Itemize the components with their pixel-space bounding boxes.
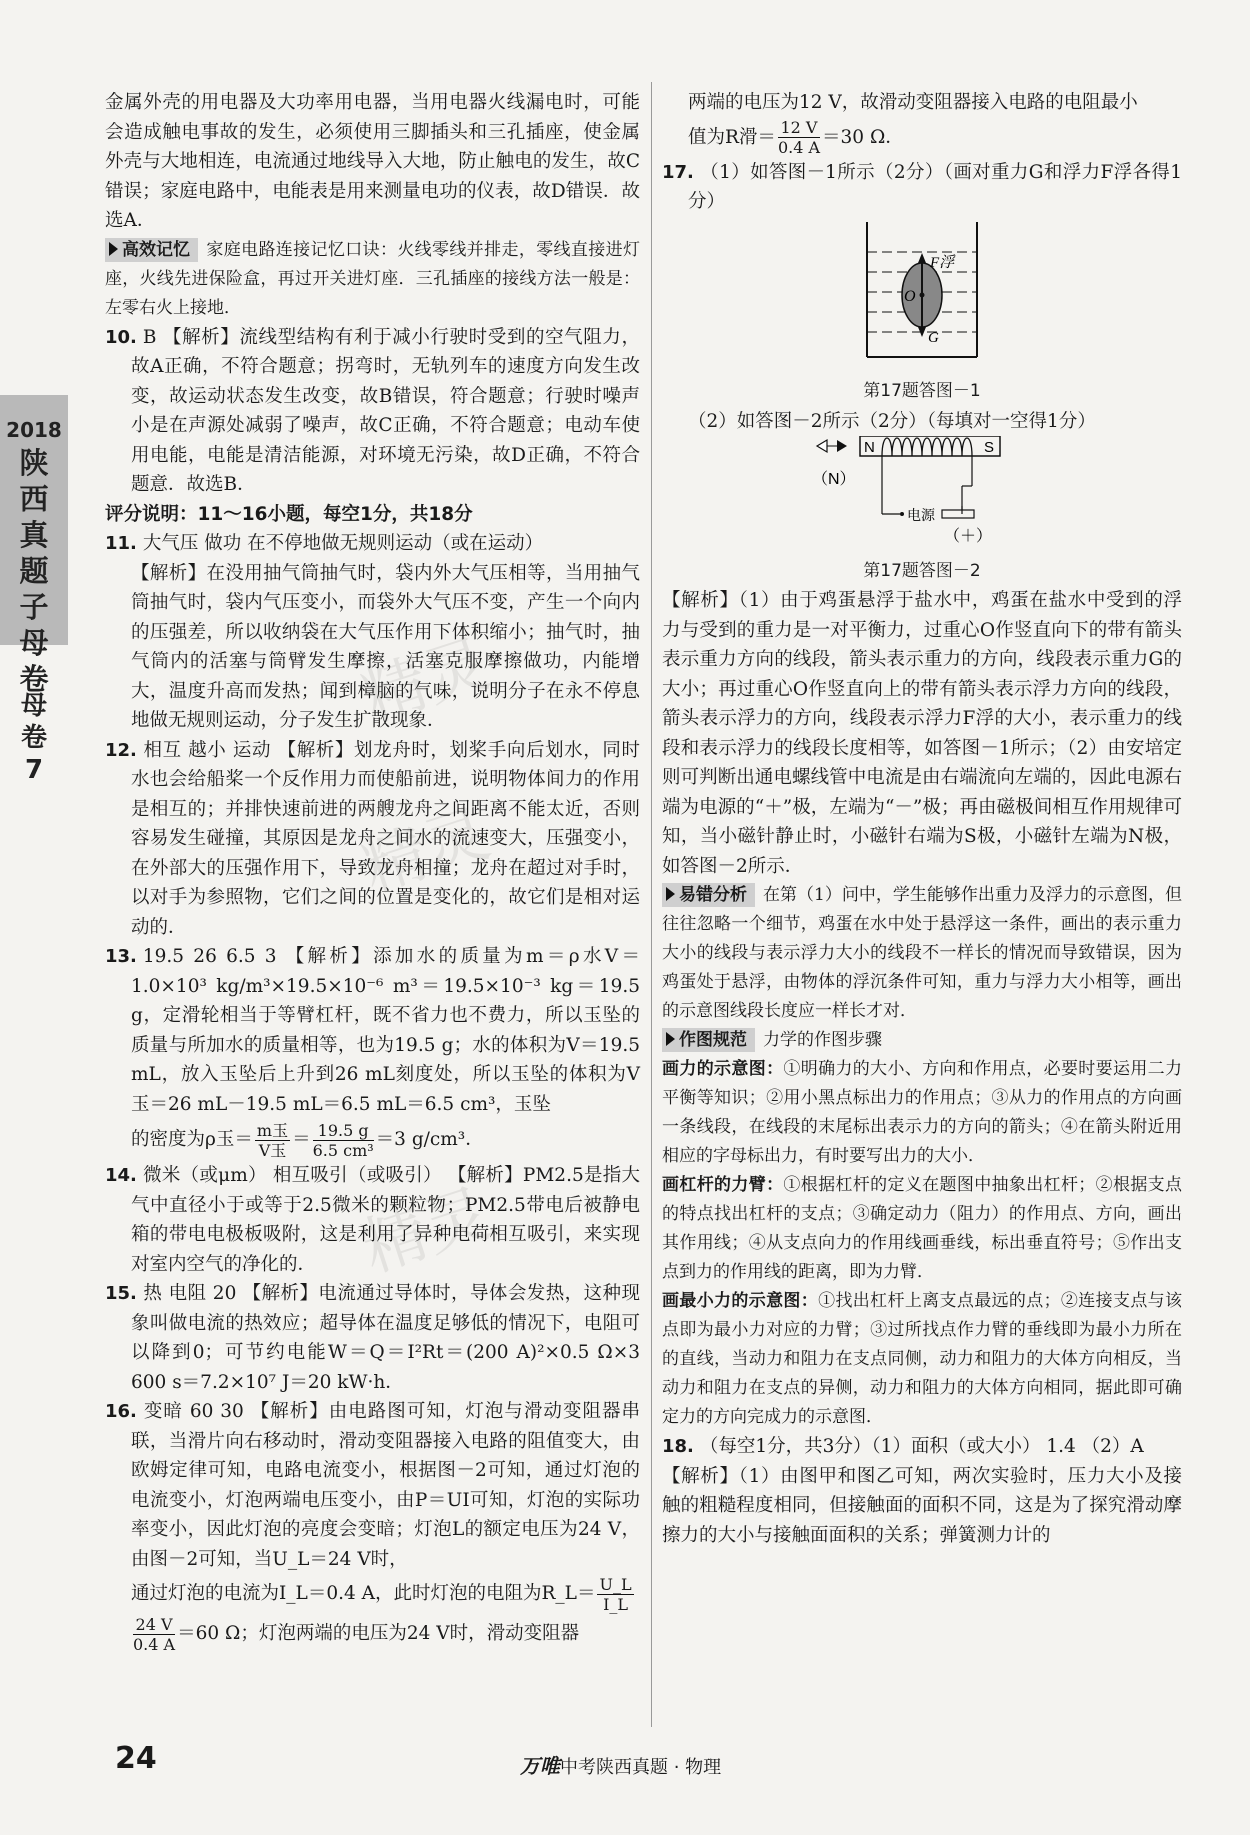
brand-logo: 万唯 [520,1754,560,1778]
triangle-icon [109,242,118,256]
watermark: 精灵 [353,1176,499,1287]
question-17-part2: （2）如答图－2所示（2分）（每填对一空得1分） [688,410,1096,432]
buoyancy-label: F浮 [930,254,955,271]
gravity-label: G [928,329,939,346]
triangle-icon [666,1032,675,1046]
solenoid-s-label: S [984,439,995,456]
intro-paragraph: 金属外壳的用电器及大功率用电器，当用电器火线漏电时，可能会造成触电事故的发生，必须使用三脚插头和三孔插座，使金属外壳与大地相连，电流通过地线导入大地，防止触电的发生，故C错误；家庭电路中，电能表是用来测量电功的仪表，故D错误．故选A． [105,92,640,231]
force-diagram-steps: 画力的示意图：①明确力的大小、方向和作用点，必要时要运用二力平衡等知识；②用小黑点标出力的作用点；③从力的作用点的方向画一条线段，在线段的末尾标出表示力的方向的箭头；④在箭头附近用相应的字母标出力，有时要写出力的大小． [662,1059,1183,1166]
left-column [105,88,640,1654]
fraction: $\frac{19.5 g}{\text{6.5 cm³}}$ [312,1120,374,1160]
solenoid-diagram [812,436,1032,546]
question-16-resistance: 通过灯泡的电流为I_L＝0.4 A，此时灯泡的电阻为R_L＝ $\frac{U\_L}{I\_L}$ [131,1574,632,1614]
memory-badge: 高效记忆 [105,238,198,262]
mistake-badge: 易错分析 [662,883,755,907]
fraction: $\frac{24 V}{0.4 A}$ [133,1614,176,1654]
watermark: 精灵 [353,626,499,737]
question-14: 14. 微米（或μm） 相互吸引（或吸引） 【解析】PM2.5是指大气中直径小于或等于2.5微米的颗粒物；PM2.5带电后被静电箱的带电电极板吸附，这是利用了异种电荷相互吸引，来实现对室内空气的净化的． [105,1165,640,1275]
fraction: $\frac{U\_L}{I\_L}$ [599,1574,632,1614]
right-column [662,88,1182,1550]
column-divider [651,82,652,1727]
mistake-note: 易错分析 在第（1）问中，学生能够作出重力及浮力的示意图，但往往忽略一个细节，鸡蛋在水中处于悬浮这一条件，画出的表示重力大小的线段与表示浮力大小的线段不一样长的情况而导致错误，因为鸡蛋处于悬浮，由物体的浮沉条件可知，重力与浮力大小相等，画出的示意图线段长度应一样长才对． [662,885,1182,1021]
question-16: 16. 变暗 60 30 【解析】由电路图可知，灯泡与滑动变阻器串联，当滑片向右移动时，滑动变阻器接入电路的阻值变大，由欧姆定律可知，电路电流变小，根据图－2可知，通过灯泡的电流变小，灯泡两端电压变小，由P＝UI可知，灯泡的实际功率变小，因此灯泡的亮度会变暗；灯泡L的额定电压为24 V，由图－2可知，当U_L＝24 V时， [105,1401,640,1570]
sidebar-subtitle: 母卷7 [20,691,47,785]
question-11-analysis: 【解析】在没用抽气筒抽气时，袋内外大气压相等，当用抽气筒抽气时，袋内气压变小，而袋外大气压不变，产生一个向内的压强差，所以收纳袋在大气压作用下体积缩小；抽气时，抽气筒内的活塞与筒臂发生摩擦，活塞克服摩擦做功，内能增大，温度升高而发热；闻到樟脑的气味，说明分子在永不停息地做无规则运动，分子发生扩散现象． [131,562,640,731]
scoring-note: 评分说明：11～16小题，每空1分，共18分 [105,503,473,525]
memory-note: 高效记忆 家庭电路连接记忆口诀：火线零线并排走，零线直接进灯座，火线先进保险盒，再过开关进灯座．三孔插座的接线方法一般是：左零右火上接地． [105,239,640,318]
figure-17-1 [662,217,1182,407]
sidebar-year: 2018 [6,418,62,442]
question-17-analysis: 【解析】（1）由于鸡蛋悬浮于盐水中，鸡蛋在盐水中受到的浮力与受到的重力是一对平衡力，过重心O作竖直向下的带有箭头表示重力方向的线段，箭头表示重力的方向，线段表示重力G的大小；再过重心O作竖直向上的带有箭头表示浮力方向的线段，箭头表示浮力的方向，线段表示浮力F浮的大小，表示重力的线段和表示浮力的线段长度相等，如答图－1所示；（2）由安培定则可判断出通电螺线管中电流是由右端流向左端的，因此电源右端为电源的“＋”极，左端为“－”极；再由磁极间相互作用规律可知，当小磁针静止时，小磁针右端为S极，小磁针左端为N极，如答图－2所示． [662,590,1182,877]
question-13-density: 的密度为ρ玉＝ $\frac{\text{m玉}}{\text{V玉}}$ ＝ $\frac{19.5 g}{\text{6.5 cm³}}$ ＝3 g/cm³． [131,1120,484,1160]
figure-17-2 [662,436,1182,586]
fraction: $\frac{12 V}{0.4 A}$ [777,118,821,157]
needle-pole-label: （N） [812,471,856,488]
question-18-analysis: 【解析】（1）由图甲和图乙可知，两次实验时，压力大小及接触的粗糙程度相同，但接触面的面积不同，这是为了探究滑动摩擦力的大小与接触面面积的关系；弹簧测力计的 [662,1465,1182,1546]
egg-buoyancy-diagram [852,217,992,367]
footer: 万唯中考陕西真题 · 物理 [520,1754,722,1778]
watermark: 精灵 [353,796,499,907]
question-15: 15. 热 电阻 20 【解析】电流通过导体时，导体会发热，这种现象叫做电流的热效应；超导体在温度足够低的情况下，电阻可以降到0；可节约电能W＝Q＝I²Rt＝(200 A)²×0.5 Ω×3 600 s＝7.2×10⁷ J＝20 kW·h． [105,1283,640,1393]
figure-17-1-caption: 第17题答图－1 [863,381,981,401]
center-label: O [904,287,916,305]
solenoid-n-label: N [864,439,875,456]
question-11: 11. 大气压 做功 在不停地做无规则运动（或在运动） [105,533,544,554]
question-16-end: $\frac{24 V}{0.4 A}$ ＝60 Ω；灯泡两端的电压为24 V时，滑动变阻器 [133,1614,580,1654]
q16-continued: 两端的电压为12 V，故滑动变阻器接入电路的电阻最小 [688,92,1138,113]
question-18: 18. （每空1分，共3分）（1）面积（或大小） 1.4 （2）A [662,1436,1144,1457]
figure-17-2-caption: 第17题答图－2 [863,560,981,581]
question-10: 10. B 【解析】流线型结构有利于减小行驶时受到的空气阻力，故A正确，不符合题意；拐弯时，无轨列车的速度方向发生改变，故运动状态发生改变，故B错误，符合题意；行驶时噪声小是在声源处减弱了噪声，故C正确，不符合题意；电动车使用电能，电能是清洁能源，对环境无污染，故D正确，不符合题意．故选B． [105,326,640,495]
page-number: 24 [115,1741,157,1776]
question-17: 17. （1）如答图－1所示（2分）（画对重力G和浮力F浮各得1分） [662,161,1182,212]
drawing-badge: 作图规范 [662,1028,755,1052]
triangle-icon [666,887,675,901]
min-force-steps: 画最小力的示意图：①找出杠杆上离支点最远的点；②连接支点与该点即为最小力对应的力臂；③过所找点作力臂的垂线即为最小力所在的直线，当动力和阻力在支点同侧，动力和阻力的大体方向相反，当动力和阻力在支点的异侧，动力和阻力的大体方向相同，据此即可确定力的方向完成力的示意图． [662,1291,1183,1427]
question-12: 12. 相互 越小 运动 【解析】划龙舟时，划桨手向后划水，同时水也会给船桨一个反作用力而使船前进，说明物体间力的作用是相互的；并排快速前进的两艘龙舟之间距离不能太近，否则容易发生碰撞，其原因是龙舟之间水的流速变大，压强变小，在外部大的压强作用下，导致龙舟相撞；龙舟在超过对手时，以对手为参照物，它们之间的位置是变化的，故它们是相对运动的． [105,739,640,938]
q16-continued-value: 值为R滑＝ $\frac{12 V}{0.4 A}$ ＝30 Ω． [688,118,904,157]
drawing-note-header: 作图规范 力学的作图步骤 [662,1026,1182,1055]
lever-arm-steps: 画杠杆的力臂：①根据杠杆的定义在题图中抽象出杠杆；②根据支点的特点找出杠杆的支点；③确定动力（阻力）的作用点、方向，画出其作用线；④从支点向力的作用线画垂线，标出垂直符号；⑤作出支点到力的作用线的距离，即为力臂． [662,1175,1183,1282]
positive-terminal-label: （＋） [944,528,993,545]
fraction: $\frac{\text{m玉}}{\text{V玉}}$ [256,1120,289,1160]
sidebar-title: 陕西真题子母卷 [19,446,49,696]
question-13: 13. 19.5 26 6.5 3 【解析】添加水的质量为m＝ρ水V＝1.0×10³ kg/m³×19.5×10⁻⁶ m³＝19.5×10⁻³ kg＝19.5 g，定滑轮相当于等臂杠杆，既不省力也不费力，所以玉坠的质量与所加水的质量相等，也为19.5 g；水的体积为V＝19.5 mL，放入玉坠后上升到26 mL刻度处，所以玉坠的体积为V玉＝26 mL－19.5 mL＝6.5 mL＝6.5 cm³，玉坠 [105,946,640,1115]
power-source-label: 电源 [907,507,935,523]
